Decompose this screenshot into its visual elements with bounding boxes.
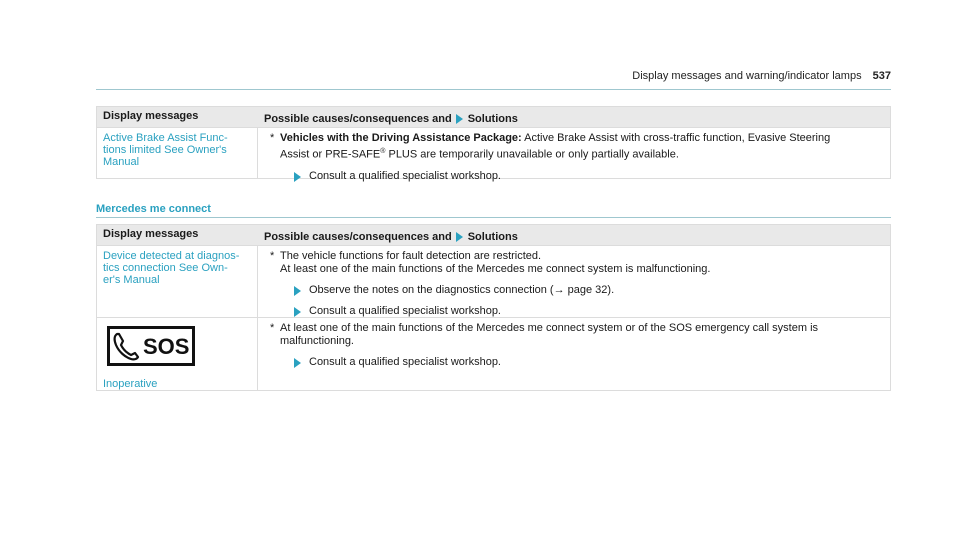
sos-phone-icon: [107, 326, 195, 366]
arrow-icon: [456, 232, 463, 242]
section-divider: [96, 217, 891, 218]
arrow-icon: [294, 286, 301, 296]
cause: * Vehicles with the Driving Assistance Package: Active Brake Assist with cross-traffic function, Evasive Steering Assist or PRE-SAFE® PLUS are temporarily unavailable or only partially available.: [270, 132, 831, 161]
page-header-title: Display messages and warning/indicator lamps: [632, 70, 862, 82]
display-messages-table-2: [96, 224, 891, 391]
arrow-icon: [456, 114, 463, 124]
table-row: [97, 127, 890, 182]
cause: * The vehicle functions for fault detection are restricted. At least one of the main functions of the Mercedes me connect system is malfunctioning.: [270, 250, 711, 275]
page-number: 537: [872, 70, 891, 82]
message-text: Inoperative: [103, 378, 158, 390]
solution-item: Consult a qualified specialist workshop.: [284, 170, 884, 183]
col-causes-solutions: Possible causes/consequences and Solutions: [264, 113, 518, 125]
svg-text:SOS: SOS: [143, 334, 190, 359]
arrow-icon: [294, 172, 301, 182]
solution-item: Observe the notes on the diagnostics connection (→ page 32).: [284, 284, 884, 297]
solution-item: Consult a qualified specialist workshop.: [284, 305, 884, 318]
page-header: [632, 70, 891, 82]
cause-text: Active Brake Assist with cross-traffic function, Evasive Steering: [521, 132, 831, 144]
arrow-icon: [294, 358, 301, 368]
message-cell: [97, 318, 258, 390]
solution-item: Consult a qualified specialist workshop.: [284, 356, 884, 369]
section-title: Mercedes me connect: [96, 203, 211, 215]
cause-cell: [258, 246, 890, 317]
header-divider: [96, 89, 891, 90]
arrow-icon: [294, 307, 301, 317]
cause-cell: [258, 128, 890, 182]
table-row: [97, 245, 890, 317]
message-text: Device detected at diagnos- tics connection See Own- er's Manual: [97, 246, 258, 317]
message-text: Active Brake Assist Func- tions limited See Owner's Manual: [97, 128, 258, 178]
cause-cell: [258, 318, 890, 390]
col-causes-solutions: Possible causes/consequences and Solutions: [264, 231, 518, 243]
col-display-messages: Display messages: [103, 110, 199, 122]
display-messages-table-1: [96, 106, 891, 182]
table-row: [97, 317, 890, 390]
table-header: [97, 107, 890, 127]
cause: * At least one of the main functions of the Mercedes me connect system or of the SOS emergency call system is malfunctioning.: [270, 322, 819, 347]
table-header: [97, 225, 890, 245]
sos-phone-icon-graphic: [111, 330, 191, 362]
cause-prefix: Vehicles with the Driving Assistance Package:: [280, 132, 522, 144]
col-display-messages: Display messages: [103, 228, 199, 240]
